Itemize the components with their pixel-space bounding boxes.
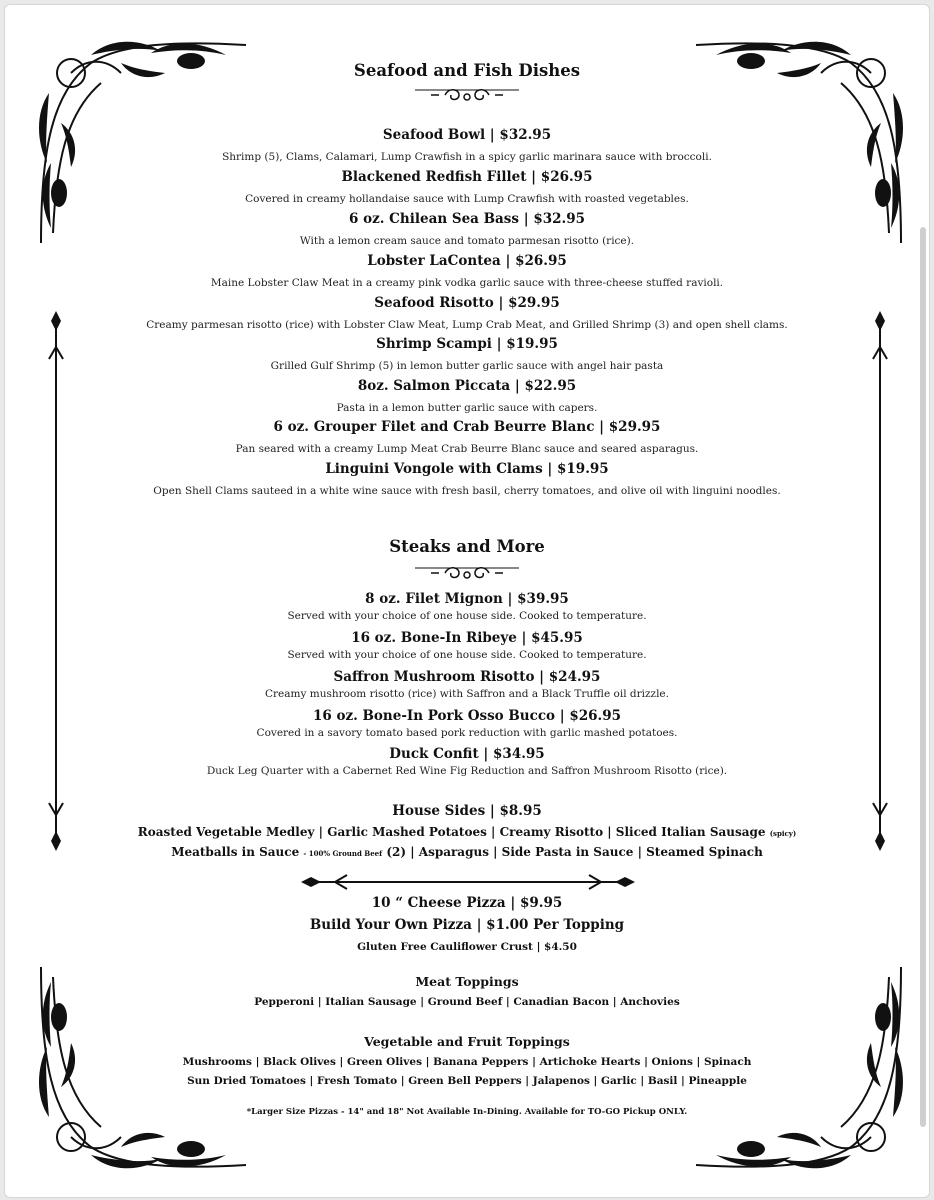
menu-item-name: Linguini Vongole with Clams | $19.95 (325, 461, 609, 477)
menu-item-name: 8oz. Salmon Piccata | $22.95 (357, 378, 577, 394)
scrollbar[interactable] (920, 227, 926, 1127)
menu-item-name: Seafood Risotto | $29.95 (374, 295, 560, 311)
menu-item-name: 6 oz. Grouper Filet and Crab Beurre Blanc | $29.95 (273, 419, 661, 435)
meat-toppings-list: Pepperoni | Italian Sausage | Ground Beef | Canadian Bacon | Anchovies (254, 996, 680, 1008)
menu-item-desc: With a lemon cream sauce and tomato parmesan risotto (rice). (299, 235, 635, 247)
pizza-size-note: *Larger Size Pizzas - 14" and 18" Not Available In-Dining. Available for TO-GO Pickup ONLY. (246, 1107, 688, 1117)
menu-item-name: Saffron Mushroom Risotto | $24.95 (333, 669, 601, 685)
menu-item-desc: Creamy parmesan risotto (rice) with Lobster Claw Meat, Lump Crab Meat, and Grilled Shrimp (3) and open shell clams. (146, 319, 788, 331)
house-sides-heading: House Sides | $8.95 (392, 803, 542, 819)
scroll-flourish-icon (415, 83, 519, 105)
section-title-seafood: Seafood and Fish Dishes (353, 61, 581, 80)
menu-page (4, 4, 930, 1198)
house-sides-line2: Meatballs in Sauce - 100% Ground Beef (2) | Asparagus | Side Pasta in Sauce | Steamed Spinach (171, 845, 763, 859)
menu-item-name: 16 oz. Bone-In Ribeye | $45.95 (351, 630, 583, 646)
build-your-own-pizza-line: Build Your Own Pizza | $1.00 Per Topping (309, 917, 625, 933)
scroll-flourish-icon (415, 561, 519, 583)
menu-item-desc: Maine Lobster Claw Meat in a creamy pink vodka garlic sauce with three-cheese stuffed ravioli. (210, 277, 724, 289)
section-title-steaks: Steaks and More (389, 537, 545, 556)
cheese-pizza-line: 10 “ Cheese Pizza | $9.95 (371, 895, 563, 911)
menu-item-desc: Served with your choice of one house side. Cooked to temperature. (287, 649, 647, 661)
house-sides-line1: Roasted Vegetable Medley | Garlic Mashed Potatoes | Creamy Risotto | Sliced Italian Sausage (spicy) (137, 825, 797, 839)
veg-toppings-line2: Sun Dried Tomatoes | Fresh Tomato | Green Bell Peppers | Jalapenos | Garlic | Basil | Pineapple (187, 1075, 747, 1087)
menu-item-name: Duck Confit | $34.95 (389, 746, 545, 762)
menu-item-desc: Duck Leg Quarter with a Cabernet Red Wine Fig Reduction and Saffron Mushroom Risotto (rice). (206, 765, 728, 777)
menu-item-name: 6 oz. Chilean Sea Bass | $32.95 (349, 211, 585, 227)
veg-toppings-line1: Mushrooms | Black Olives | Green Olives | Banana Peppers | Artichoke Hearts | Onions | Spinach (182, 1056, 752, 1068)
menu-item-name: Blackened Redfish Fillet | $26.95 (341, 169, 593, 185)
menu-item-name: 8 oz. Filet Mignon | $39.95 (365, 591, 569, 607)
menu-item-name: 16 oz. Bone-In Pork Osso Bucco | $26.95 (312, 708, 622, 724)
menu-item-desc: Served with your choice of one house side. Cooked to temperature. (287, 610, 647, 622)
menu-item-desc: Pan seared with a creamy Lump Meat Crab Beurre Blanc sauce and seared asparagus. (235, 443, 699, 455)
menu-item-name: Shrimp Scampi | $19.95 (376, 336, 558, 352)
menu-item-name: Seafood Bowl | $32.95 (382, 127, 552, 143)
menu-item-desc: Pasta in a lemon butter garlic sauce with capers. (336, 402, 598, 414)
menu-item-desc: Covered in creamy hollandaise sauce with Lump Crawfish with roasted vegetables. (245, 193, 689, 205)
horizontal-arrow-rule-icon (301, 873, 635, 891)
veg-toppings-heading: Vegetable and Fruit Toppings (364, 1034, 570, 1049)
menu-item-desc: Open Shell Clams sauteed in a white wine sauce with fresh basil, cherry tomatoes, and olive oil with linguini noodles. (153, 485, 781, 497)
menu-item-desc: Grilled Gulf Shrimp (5) in lemon butter garlic sauce with angel hair pasta (270, 360, 664, 372)
menu-item-desc: Covered in a savory tomato based pork reduction with garlic mashed potatoes. (256, 727, 678, 739)
meat-toppings-heading: Meat Toppings (415, 974, 519, 989)
menu-item-desc: Shrimp (5), Clams, Calamari, Lump Crawfish in a spicy garlic marinara sauce with broccoli. (222, 151, 712, 163)
gluten-free-crust-line: Gluten Free Cauliflower Crust | $4.50 (357, 941, 577, 953)
menu-item-name: Lobster LaContea | $26.95 (367, 253, 567, 269)
menu-item-desc: Creamy mushroom risotto (rice) with Saffron and a Black Truffle oil drizzle. (265, 688, 669, 700)
